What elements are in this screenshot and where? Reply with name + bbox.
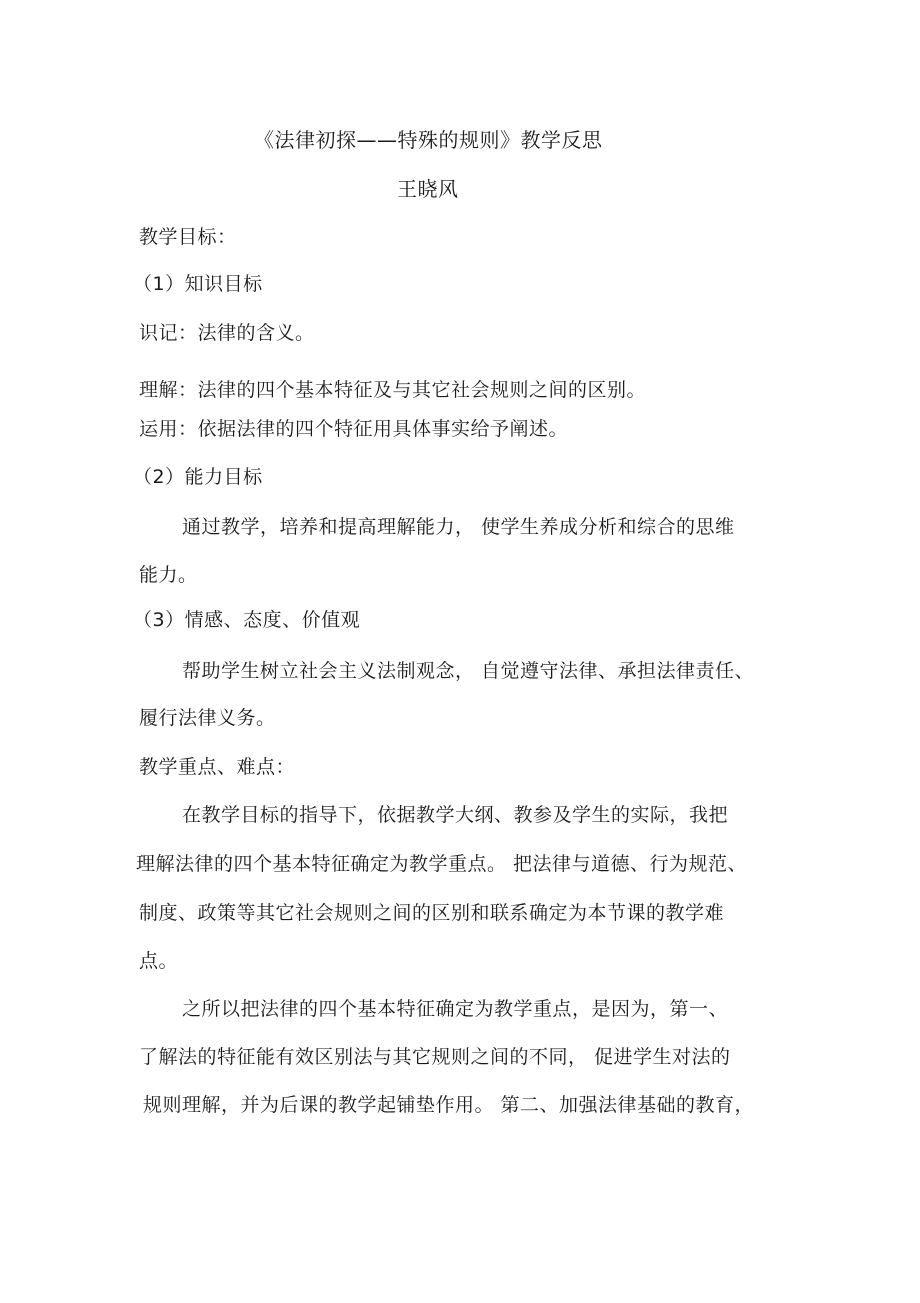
key-points-paragraph-line: 在教学目标的指导下，依据教学大纲、教参及学生的实际，我把 [182, 804, 729, 826]
document-title: 《法律初探——特殊的规则》教学反思 [254, 128, 603, 152]
knowledge-apply: 运用：依据法律的四个特征用具体事实给予阐述。 [139, 418, 569, 440]
knowledge-heading: （1）知识目标 [133, 273, 263, 295]
ability-paragraph-line: 能力。 [139, 564, 198, 586]
emotion-paragraph-line: 帮助学生树立社会主义法制观念， 自觉遵守法律、承担法律责任、 [182, 660, 755, 682]
emotion-heading: （3）情感、态度、价值观 [133, 609, 361, 631]
knowledge-recall: 识记：法律的含义。 [139, 322, 315, 344]
emotion-paragraph-line: 履行法律义务。 [139, 707, 276, 729]
reason-paragraph-line: 了解法的特征能有效区别法与其它规则之间的不同， 促进学生对法的 [139, 1046, 731, 1068]
key-points-heading: 教学重点、难点： [139, 756, 296, 778]
knowledge-understand: 理解：法律的四个基本特征及与其它社会规则之间的区别。 [139, 379, 647, 401]
key-points-paragraph-line: 理解法律的四个基本特征确定为教学重点。 把法律与道德、行为规范、 [136, 853, 748, 875]
document-author: 王晓风 [397, 177, 459, 201]
ability-paragraph-line: 通过教学，培养和提高理解能力， 使学生养成分析和综合的思维 [182, 516, 735, 538]
objectives-heading: 教学目标： [139, 226, 237, 248]
key-points-paragraph-line: 制度、政策等其它社会规则之间的区别和联系确定为本节课的教学难 [139, 902, 725, 924]
key-points-paragraph-line: 点。 [139, 950, 179, 972]
reason-paragraph-line: 之所以把法律的四个基本特征确定为教学重点，是因为，第一、 [182, 998, 729, 1020]
ability-heading: （2）能力目标 [133, 466, 263, 488]
reason-paragraph-line: 规则理解，并为后课的教学起铺垫作用。 第二、加强法律基础的教育， [143, 1094, 755, 1116]
